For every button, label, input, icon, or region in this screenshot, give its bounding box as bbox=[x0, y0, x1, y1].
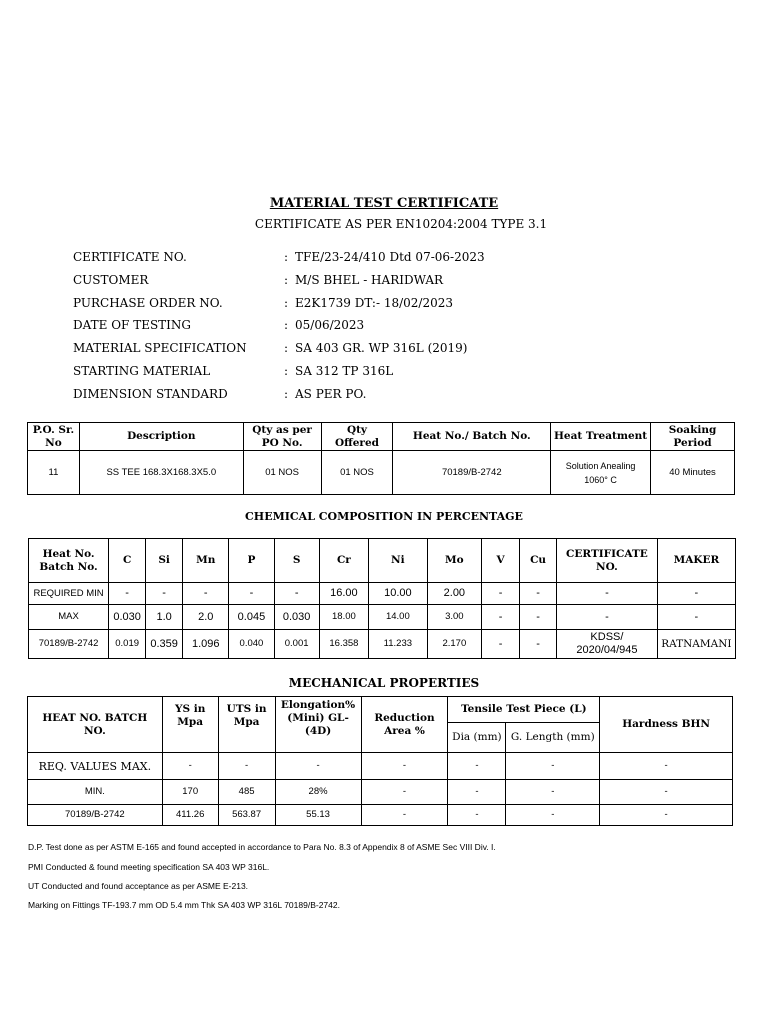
table-row bbox=[28, 451, 735, 495]
table-cell: 70189/B-2742 bbox=[28, 805, 163, 826]
field-label: DIMENSION STANDARD bbox=[73, 387, 228, 401]
col-header-dia: Dia (mm) bbox=[448, 723, 506, 753]
table-cell: 0.359 bbox=[146, 630, 183, 659]
field-colon: : bbox=[284, 341, 289, 355]
table-cell: - bbox=[448, 753, 506, 780]
field-value: TFE/23-24/410 Dtd 07-06-2023 bbox=[295, 250, 485, 264]
chemical-header-row bbox=[29, 539, 736, 583]
table-cell: - bbox=[361, 753, 448, 780]
table-cell: 3.00 bbox=[427, 605, 481, 630]
table-cell: - bbox=[600, 805, 733, 826]
table-cell: 70189/B-2742 bbox=[29, 630, 109, 659]
note-pmi: PMI Conducted & found meeting specification SA 403 WP 316L. bbox=[28, 862, 270, 872]
cell-description: SS TEE 168.3X168.3X5.0 bbox=[79, 451, 243, 495]
col-header: Cr bbox=[319, 539, 368, 583]
certificate-subtitle: CERTIFICATE AS PER EN10204:2004 TYPE 3.1 bbox=[254, 217, 548, 231]
col-header: Mo bbox=[427, 539, 481, 583]
table-cell: 14.00 bbox=[369, 605, 428, 630]
col-header-elongation: Elongation% (Mini) GL- (4D) bbox=[275, 697, 361, 753]
field-colon: : bbox=[284, 318, 289, 332]
col-header: P.O. Sr. No bbox=[28, 423, 80, 451]
table-cell: - bbox=[482, 605, 520, 630]
field-colon: : bbox=[284, 387, 289, 401]
table-cell: 0.001 bbox=[274, 630, 319, 659]
table-row bbox=[28, 780, 733, 805]
field-label: MATERIAL SPECIFICATION bbox=[73, 341, 247, 355]
col-header: Soaking Period bbox=[651, 423, 735, 451]
col-header: Description bbox=[79, 423, 243, 451]
col-header: Qty Offered bbox=[321, 423, 393, 451]
col-header: Ni bbox=[369, 539, 428, 583]
table-cell: - bbox=[146, 583, 183, 605]
table-cell: KDSS/ 2020/04/945 bbox=[557, 630, 658, 659]
field-value: SA 312 TP 316L bbox=[295, 364, 394, 378]
table-cell: REQ. VALUES MAX. bbox=[28, 753, 163, 780]
col-header: Heat Treatment bbox=[551, 423, 651, 451]
table-cell: 1.0 bbox=[146, 605, 183, 630]
table-cell: 0.019 bbox=[109, 630, 146, 659]
table-cell: - bbox=[183, 583, 229, 605]
table-cell: - bbox=[520, 583, 557, 605]
table-cell: - bbox=[600, 753, 733, 780]
col-header: C bbox=[109, 539, 146, 583]
table-cell: 18.00 bbox=[319, 605, 368, 630]
table-cell: - bbox=[218, 753, 275, 780]
table-cell: 485 bbox=[218, 780, 275, 805]
table-cell: - bbox=[520, 605, 557, 630]
table-cell: - bbox=[657, 583, 735, 605]
table-cell: - bbox=[482, 630, 520, 659]
cell-qty-offered: 01 NOS bbox=[321, 451, 393, 495]
table-cell: 16.00 bbox=[319, 583, 368, 605]
po-header-row bbox=[28, 423, 735, 451]
table-cell: MAX bbox=[29, 605, 109, 630]
table-cell: RATNAMANI bbox=[657, 630, 735, 659]
col-header-heat: HEAT NO. BATCH NO. bbox=[28, 697, 163, 753]
chemical-title: CHEMICAL COMPOSITION IN PERCENTAGE bbox=[245, 510, 523, 523]
table-cell: - bbox=[162, 753, 218, 780]
col-header: Heat No. Batch No. bbox=[29, 539, 109, 583]
field-value: M/S BHEL - HARIDWAR bbox=[295, 273, 444, 287]
table-cell: 0.040 bbox=[229, 630, 274, 659]
field-value: AS PER PO. bbox=[295, 387, 367, 401]
table-cell: 1.096 bbox=[183, 630, 229, 659]
field-label: CUSTOMER bbox=[73, 273, 149, 287]
mechanical-title: MECHANICAL PROPERTIES bbox=[288, 676, 480, 690]
table-cell: 16.358 bbox=[319, 630, 368, 659]
field-colon: : bbox=[284, 296, 289, 310]
field-colon: : bbox=[284, 364, 289, 378]
chemical-table bbox=[28, 538, 736, 659]
table-cell: 11.233 bbox=[369, 630, 428, 659]
table-cell: 2.0 bbox=[183, 605, 229, 630]
table-cell: - bbox=[361, 805, 448, 826]
col-header-tensile: Tensile Test Piece (L) bbox=[448, 697, 600, 723]
table-cell: - bbox=[448, 805, 506, 826]
table-cell: - bbox=[448, 780, 506, 805]
col-header: MAKER bbox=[657, 539, 735, 583]
table-row bbox=[29, 583, 736, 605]
cell-soaking: 40 Minutes bbox=[651, 451, 735, 495]
table-row bbox=[28, 805, 733, 826]
table-cell: 2.170 bbox=[427, 630, 481, 659]
cell-heat-no: 70189/B-2742 bbox=[393, 451, 551, 495]
col-header-ys: YS in Mpa bbox=[162, 697, 218, 753]
table-cell: 563.87 bbox=[218, 805, 275, 826]
table-cell: - bbox=[274, 583, 319, 605]
table-cell: - bbox=[600, 780, 733, 805]
note-dp-test: D.P. Test done as per ASTM E-165 and found accepted in accordance to Para No. 8.3 of Appendix 8 of ASME Sec VIII Div. I. bbox=[28, 842, 496, 852]
col-header: V bbox=[482, 539, 520, 583]
note-marking: Marking on Fittings TF-193.7 mm OD 5.4 mm Thk SA 403 WP 316L 70189/B-2742. bbox=[28, 900, 340, 910]
field-colon: : bbox=[284, 273, 289, 287]
col-header-uts: UTS in Mpa bbox=[218, 697, 275, 753]
cell-heat-treatment: Solution Anealing 1060° C bbox=[551, 451, 651, 495]
col-header-gauge-length: G. Length (mm) bbox=[506, 723, 600, 753]
table-cell: - bbox=[657, 605, 735, 630]
col-header: P bbox=[229, 539, 274, 583]
table-cell: - bbox=[506, 805, 600, 826]
table-cell: - bbox=[557, 583, 658, 605]
col-header-hardness: Hardness BHN bbox=[600, 697, 733, 753]
col-header: Mn bbox=[183, 539, 229, 583]
cell-sr-no: 11 bbox=[28, 451, 80, 495]
col-header: Si bbox=[146, 539, 183, 583]
mechanical-table bbox=[27, 696, 733, 826]
table-cell: - bbox=[506, 753, 600, 780]
cell-qty-po: 01 NOS bbox=[243, 451, 321, 495]
table-cell: 28% bbox=[275, 780, 361, 805]
table-cell: - bbox=[506, 780, 600, 805]
col-header: Heat No./ Batch No. bbox=[393, 423, 551, 451]
table-cell: 170 bbox=[162, 780, 218, 805]
col-header: Cu bbox=[520, 539, 557, 583]
table-cell: - bbox=[482, 583, 520, 605]
po-table bbox=[27, 422, 735, 495]
field-label: STARTING MATERIAL bbox=[73, 364, 211, 378]
table-row bbox=[28, 753, 733, 780]
table-cell: - bbox=[275, 753, 361, 780]
table-cell: MIN. bbox=[28, 780, 163, 805]
table-row bbox=[29, 605, 736, 630]
col-header-reduction: Reduction Area % bbox=[361, 697, 448, 753]
certificate-title: MATERIAL TEST CERTIFICATE bbox=[269, 196, 499, 211]
table-cell: REQUIRED MIN bbox=[29, 583, 109, 605]
col-header: S bbox=[274, 539, 319, 583]
field-value: 05/06/2023 bbox=[295, 318, 365, 332]
table-cell: 0.030 bbox=[109, 605, 146, 630]
table-cell: 55.13 bbox=[275, 805, 361, 826]
col-header: Qty as per PO No. bbox=[243, 423, 321, 451]
field-label: PURCHASE ORDER NO. bbox=[73, 296, 223, 310]
table-cell: - bbox=[361, 780, 448, 805]
table-cell: - bbox=[109, 583, 146, 605]
table-cell: - bbox=[557, 605, 658, 630]
field-label: CERTIFICATE NO. bbox=[73, 250, 187, 264]
table-cell: 0.045 bbox=[229, 605, 274, 630]
table-cell: - bbox=[229, 583, 274, 605]
mechanical-header-row bbox=[28, 697, 733, 723]
col-header: CERTIFICATE NO. bbox=[557, 539, 658, 583]
table-cell: 0.030 bbox=[274, 605, 319, 630]
field-value: SA 403 GR. WP 316L (2019) bbox=[295, 341, 468, 355]
table-cell: 10.00 bbox=[369, 583, 428, 605]
note-ut: UT Conducted and found acceptance as per ASME E-213. bbox=[28, 881, 249, 891]
table-cell: 411.26 bbox=[162, 805, 218, 826]
field-colon: : bbox=[284, 250, 289, 264]
table-cell: 2.00 bbox=[427, 583, 481, 605]
field-value: E2K1739 DT:- 18/02/2023 bbox=[295, 296, 453, 310]
field-label: DATE OF TESTING bbox=[73, 318, 192, 332]
table-row bbox=[29, 630, 736, 659]
table-cell: - bbox=[520, 630, 557, 659]
